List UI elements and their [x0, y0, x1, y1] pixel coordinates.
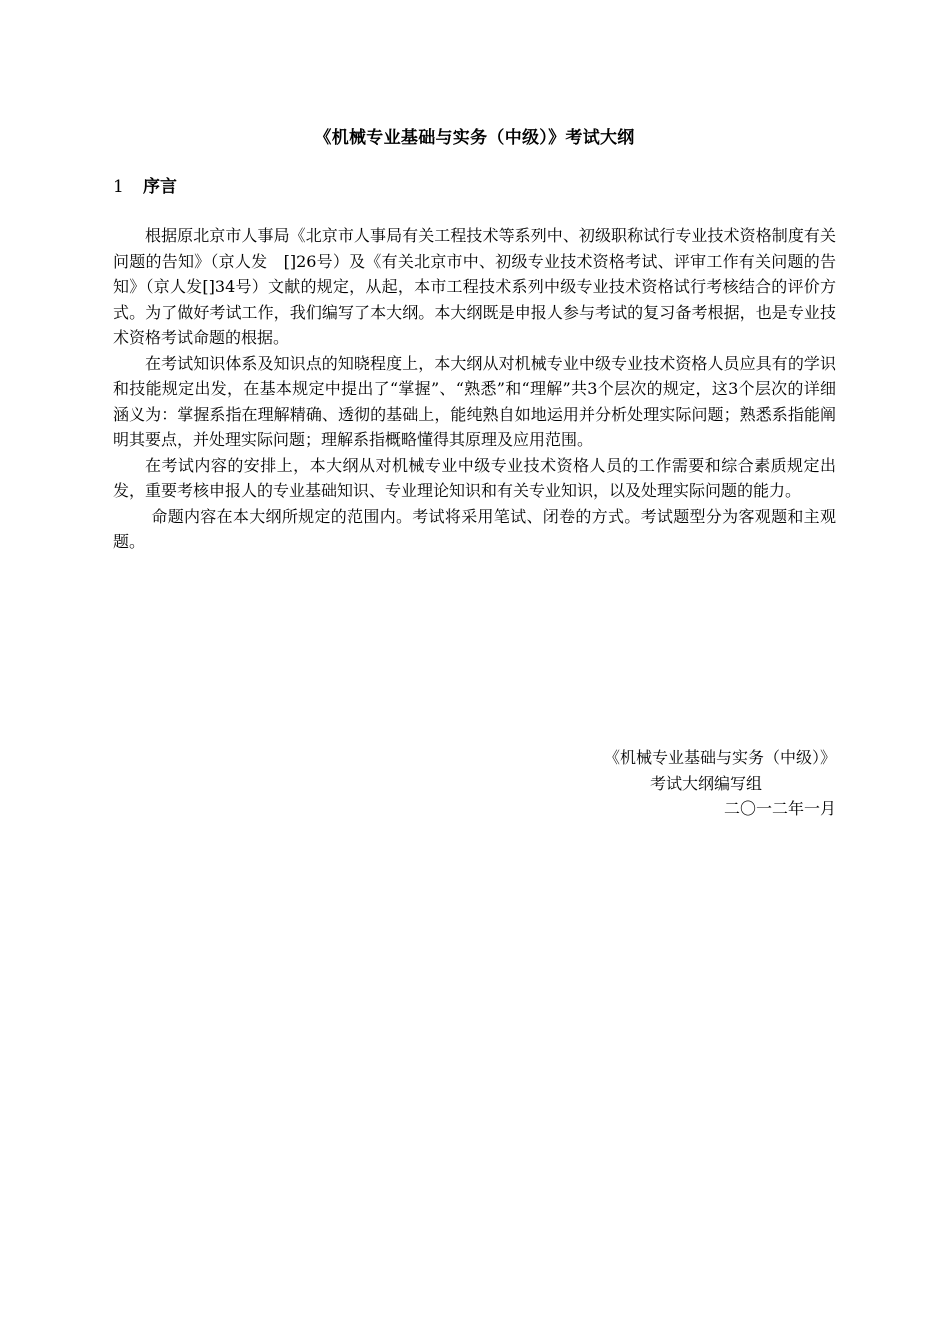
paragraph: 在考试内容的安排上，本大纲从对机械专业中级专业技术资格人员的工作需要和综合素质规定出发，重要考核申报人的专业基础知识、专业理论知识和有关专业知识，以及处理实际问题的能力。	[113, 455, 836, 500]
signature-author-group: 考试大纲编写组	[649, 773, 762, 793]
section-number: 1	[113, 177, 124, 197]
signature-date: 二〇一二年一月	[723, 799, 836, 818]
paragraph: 根据原北京市人事局《北京市人事局有关工程技术等系列中、初级职称试行专业技术资格制度有关问题的告知》（京人发 []26号）及《有关北京市中、初级专业技术资格考试、评审工作有关问题的告知》（京人发[]34号）文献的规定，从起，本市工程技术系列中级专业技术资格试行考核结合的评价方式。为了做好考试工作，我们编写了本大纲。本大纲既是申报人参与考试的复习备考根据，也是专业技术资格考试命题的根据。	[113, 226, 836, 347]
section-heading	[113, 173, 177, 201]
paragraph: 命题内容在本大纲所规定的范围内。考试将采用笔试、闭卷的方式。考试题型分为客观题和主观题。	[113, 506, 836, 551]
signature-block	[604, 745, 836, 822]
paragraph: 在考试知识体系及知识点的知晓程度上，本大纲从对机械专业中级专业技术资格人员应具有的学识和技能规定出发，在基本规定中提出了“掌握”、“熟悉”和“理解”共3个层次的规定，这3个层次的详细涵义为：掌握系指在理解精确、透彻的基础上，能纯熟自如地运用并分析处理实际问题；熟悉系指能阐明其要点，并处理实际问题；理解系指概略懂得其原理及应用范围。	[113, 353, 836, 449]
section-title: 序言	[143, 177, 177, 197]
document-title: 《机械专业基础与实务（中级）》考试大纲	[314, 128, 635, 148]
body-text	[113, 223, 836, 555]
signature-document-name: 《机械专业基础与实务（中级）》	[603, 748, 836, 767]
